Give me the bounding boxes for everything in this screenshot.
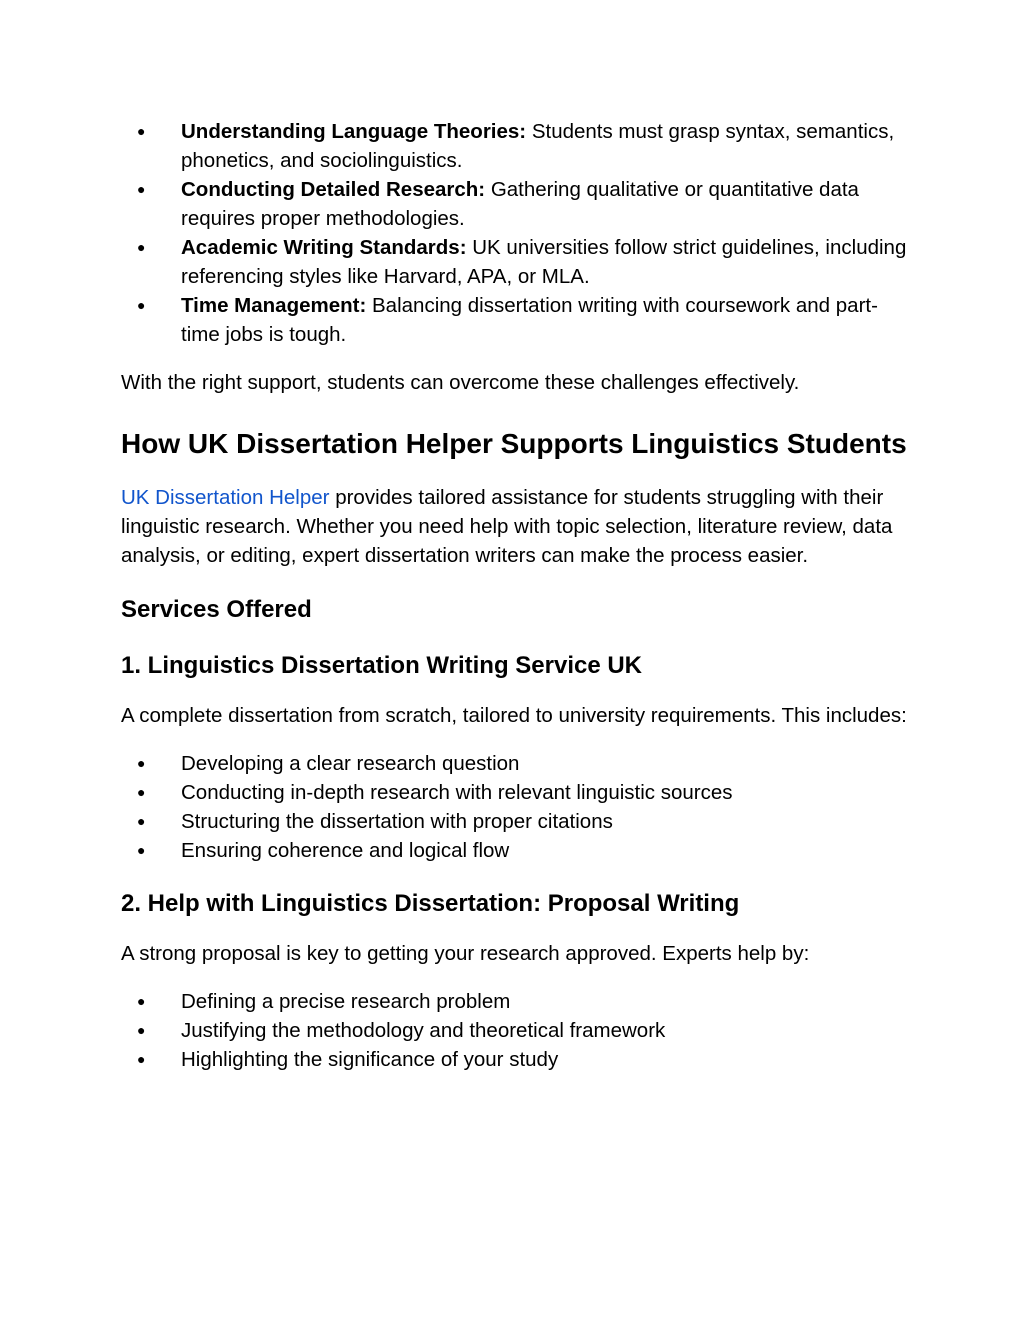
- list-item: [121, 117, 911, 175]
- list-item-desc: Gathering qualitative or quantitative data requires proper methodologies.: [181, 178, 859, 230]
- list-item: [121, 778, 911, 807]
- challenges-list: [121, 117, 911, 349]
- list-item-desc: UK universities follow strict guidelines, including referencing styles like Harvard, APA, or MLA.: [181, 236, 907, 288]
- service2-heading: 2. Help with Linguistics Dissertation: Proposal Writing: [121, 890, 740, 917]
- bullet-icon: ●: [137, 842, 146, 858]
- intro-text: provides tailored assistance for students struggling with their linguistic research. Whether you need help with topic selection, literature review, data analysis, or editing, expert dissertation writers can make the process easier.: [121, 486, 893, 567]
- bullet-icon: ●: [137, 813, 146, 829]
- list-item: [121, 291, 911, 349]
- intro-paragraph: [121, 483, 911, 570]
- support-paragraph: With the right support, students can overcome these challenges effectively.: [121, 371, 800, 394]
- list-item-text: Developing a clear research question: [181, 752, 520, 775]
- service1-heading: 1. Linguistics Dissertation Writing Service UK: [121, 652, 643, 679]
- list-item-desc: Balancing dissertation writing with coursework and part-time jobs is tough.: [181, 294, 878, 346]
- bullet-icon: ●: [137, 123, 146, 139]
- list-item: [121, 1016, 911, 1045]
- bullet-icon: ●: [137, 784, 146, 800]
- list-item: [121, 749, 911, 778]
- document-page: [121, 117, 911, 1074]
- list-item-desc: Students must grasp syntax, semantics, phonetics, and sociolinguistics.: [181, 120, 895, 172]
- list-item-text: Justifying the methodology and theoretical framework: [181, 1019, 666, 1042]
- list-item: [121, 233, 911, 291]
- service2-paragraph: A strong proposal is key to getting your research approved. Experts help by:: [121, 942, 810, 965]
- list-item: [121, 1045, 911, 1074]
- services-heading: Services Offered: [121, 596, 312, 623]
- list-item-term: Time Management:: [181, 294, 367, 317]
- bullet-icon: ●: [137, 1051, 146, 1067]
- list-item: [121, 987, 911, 1016]
- service2-list: [121, 987, 911, 1074]
- service1-paragraph: A complete dissertation from scratch, tailored to university requirements. This includes:: [121, 704, 907, 727]
- bullet-icon: ●: [137, 239, 146, 255]
- list-item-text: Defining a precise research problem: [181, 990, 511, 1013]
- service1-list: [121, 749, 911, 865]
- list-item: [121, 807, 911, 836]
- list-item-text: Structuring the dissertation with proper citations: [181, 810, 613, 833]
- list-item-text: Ensuring coherence and logical flow: [181, 839, 510, 862]
- list-item-term: Understanding Language Theories:: [181, 120, 527, 143]
- list-item-text: Conducting in-depth research with relevant linguistic sources: [181, 781, 733, 804]
- list-item: [121, 836, 911, 865]
- section-heading: How UK Dissertation Helper Supports Linguistics Students: [121, 428, 907, 459]
- uk-dissertation-helper-link[interactable]: UK Dissertation Helper: [121, 486, 330, 509]
- bullet-icon: ●: [137, 1022, 146, 1038]
- list-item-term: Conducting Detailed Research:: [181, 178, 486, 201]
- list-item: [121, 175, 911, 233]
- bullet-icon: ●: [137, 993, 146, 1009]
- list-item-term: Academic Writing Standards:: [181, 236, 467, 259]
- bullet-icon: ●: [137, 297, 146, 313]
- list-item-text: Highlighting the significance of your study: [181, 1048, 559, 1071]
- bullet-icon: ●: [137, 181, 146, 197]
- bullet-icon: ●: [137, 755, 146, 771]
